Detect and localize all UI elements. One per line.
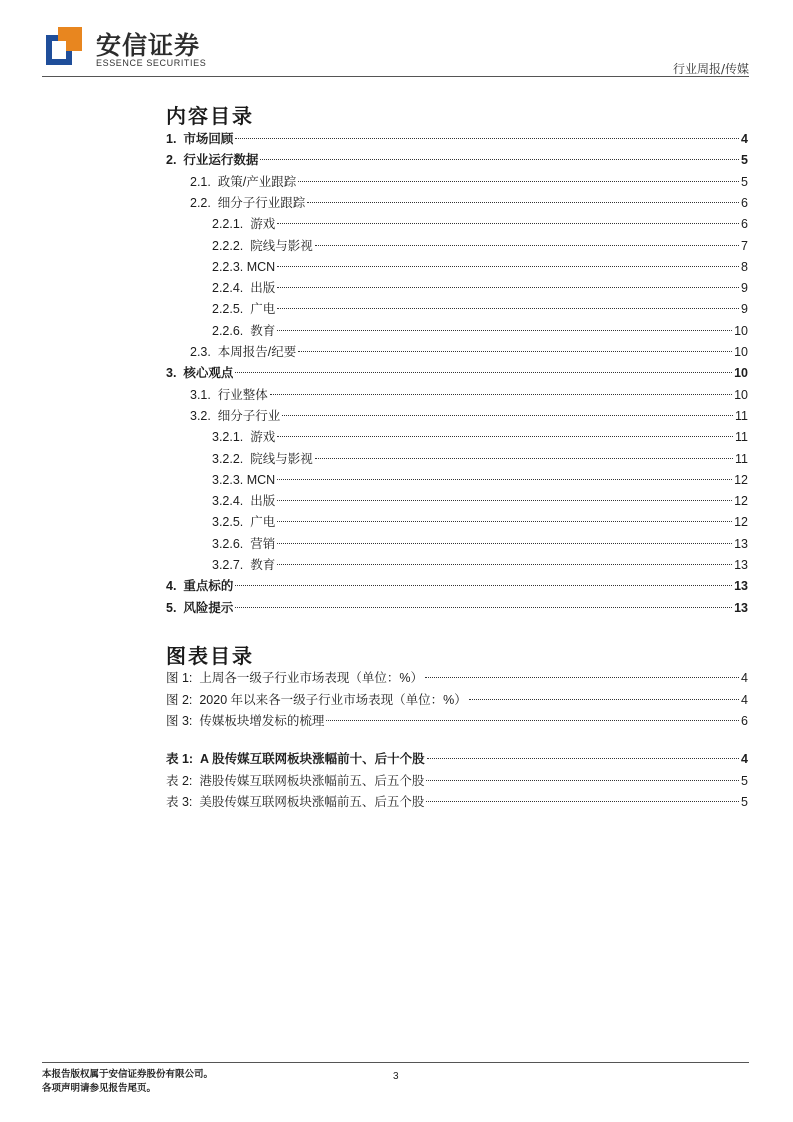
toc-entry[interactable] <box>166 599 748 617</box>
toc-entry[interactable] <box>212 300 748 318</box>
toc-entry[interactable] <box>212 556 748 574</box>
toc-entry[interactable] <box>212 535 748 553</box>
toc-entry-label: 3.2.3. MCN <box>212 472 276 487</box>
toc-entry[interactable] <box>212 237 748 255</box>
toc-entry-label: 2.2.1. 游戏 <box>212 217 276 232</box>
toc-entry-page: 5 <box>741 795 748 809</box>
toc-entry-page: 5 <box>741 174 748 189</box>
toc-entry-label: 2. 行业运行数据 <box>166 153 259 168</box>
toc-entry-label: 3.2.5. 广电 <box>212 515 276 530</box>
toc-entry-page: 5 <box>741 773 748 788</box>
dot-leader <box>277 266 739 267</box>
toc-entry[interactable] <box>166 691 748 709</box>
toc-entry-page: 11 <box>735 451 748 466</box>
toc-entry-label: 3.1. 行业整体 <box>190 387 268 402</box>
toc-entry[interactable] <box>212 322 748 340</box>
toc-entry-label: 表 2: 港股传媒互联网板块涨幅前五、后五个股 <box>166 773 425 788</box>
toc-entry-page: 11 <box>735 430 748 445</box>
toc-entry-label: 3.2.1. 游戏 <box>212 430 276 445</box>
toc-entry-label: 表 1: A 股传媒互联网板块涨幅前十、后十个股 <box>166 752 425 766</box>
toc-title: 内容目录 <box>166 104 254 128</box>
toc-entry-page: 12 <box>734 472 748 487</box>
footer-divider <box>42 1062 749 1063</box>
toc-entry[interactable] <box>166 750 748 768</box>
dot-leader <box>235 372 732 373</box>
toc-entry-label: 图 1: 上周各一级子行业市场表现（单位：%） <box>166 671 423 685</box>
toc-entry-page: 8 <box>741 259 748 274</box>
dot-leader <box>277 436 733 437</box>
toc-entry[interactable] <box>212 258 748 276</box>
toc-entry[interactable] <box>212 450 748 468</box>
toc-entry-page: 9 <box>741 281 748 296</box>
copyright-note: 本报告版权属于安信证券股份有限公司。 <box>42 1069 214 1080</box>
toc-entry-page: 5 <box>741 153 748 168</box>
dot-leader <box>277 564 732 565</box>
toc-entry[interactable] <box>190 386 748 404</box>
toc-entry-page: 4 <box>741 671 748 685</box>
dot-leader <box>282 415 733 416</box>
toc-entry-page: 6 <box>741 217 748 232</box>
toc-entry-label: 2.1. 政策/产业跟踪 <box>190 174 297 189</box>
toc-entry-label: 2.2. 细分子行业跟踪 <box>190 195 306 210</box>
dot-leader <box>277 500 732 501</box>
toc-entry-page: 12 <box>734 515 748 530</box>
toc-entry-label: 图 3: 传媒板块增发标的梳理 <box>166 714 325 728</box>
toc-entry-label: 3.2.7. 教育 <box>212 558 276 572</box>
toc-entry-page: 12 <box>734 494 748 509</box>
page-header <box>0 0 793 80</box>
company-name-cn: 安信证券 <box>96 31 201 60</box>
toc-entry-label: 1. 市场回顾 <box>166 132 234 146</box>
dot-leader <box>277 223 739 224</box>
toc-entry-page: 4 <box>741 752 748 766</box>
toc-entry-label: 3.2.6. 营销 <box>212 536 276 551</box>
dot-leader <box>277 308 739 309</box>
dot-leader <box>277 287 739 288</box>
disclaimer-note: 各项声明请参见报告尾页。 <box>42 1083 157 1094</box>
dot-leader <box>235 138 739 139</box>
toc-entry-label: 2.3. 本周报告/纪要 <box>190 345 297 359</box>
figures-title: 图表目录 <box>166 644 254 668</box>
page-number: 3 <box>393 1071 399 1082</box>
dot-leader <box>277 479 732 480</box>
dot-leader <box>315 458 733 459</box>
toc-entry[interactable] <box>166 669 748 687</box>
dot-leader <box>425 677 739 678</box>
dot-leader <box>277 521 732 522</box>
dot-leader <box>469 699 739 700</box>
company-name-en: ESSENCE SECURITIES <box>96 58 207 68</box>
toc-entry-label: 图 2: 2020 年以来各一级子行业市场表现（单位：%） <box>166 692 467 707</box>
toc-entry[interactable] <box>190 173 748 191</box>
toc-entry-label: 3.2.2. 院线与影视 <box>212 451 313 466</box>
dot-leader <box>315 245 739 246</box>
toc-entry-label: 2.2.6. 教育 <box>212 323 276 338</box>
toc-entry-label: 2.2.3. MCN <box>212 259 276 274</box>
toc-entry-page: 6 <box>741 714 748 728</box>
toc-entry-page: 4 <box>741 132 748 146</box>
toc-entry-page: 11 <box>735 408 748 423</box>
toc-entry-page: 4 <box>741 692 748 707</box>
toc-entry[interactable] <box>212 215 748 233</box>
toc-entry[interactable] <box>166 793 748 811</box>
toc-entry[interactable] <box>166 577 748 595</box>
dot-leader <box>260 159 739 160</box>
toc-entry-page: 9 <box>741 302 748 317</box>
dot-leader <box>426 801 739 802</box>
toc-entry-page: 10 <box>734 387 748 402</box>
toc-entry[interactable] <box>212 471 748 489</box>
dot-leader <box>427 758 739 759</box>
toc-entry-label: 2.2.2. 院线与影视 <box>212 238 313 253</box>
toc-entry-label: 5. 风险提示 <box>166 600 234 615</box>
toc-entry-page: 10 <box>734 323 748 338</box>
dot-leader <box>277 330 732 331</box>
toc-entry-label: 2.2.5. 广电 <box>212 302 276 317</box>
toc-entry[interactable] <box>166 712 748 730</box>
toc-entry[interactable] <box>212 513 748 531</box>
dot-leader <box>298 351 732 352</box>
essence-logo-icon <box>46 27 82 65</box>
header-divider <box>42 76 749 77</box>
report-type: 行业周报/传媒 <box>672 62 749 76</box>
toc-entry[interactable] <box>212 279 748 297</box>
toc-entry-label: 4. 重点标的 <box>166 579 234 594</box>
dot-leader <box>270 394 732 395</box>
toc-entry[interactable] <box>212 492 748 510</box>
toc-entry[interactable] <box>166 130 748 148</box>
toc-entry-page: 6 <box>741 195 748 210</box>
dot-leader <box>307 202 739 203</box>
toc-entry-label: 2.2.4. 出版 <box>212 281 276 296</box>
toc-entry-page: 10 <box>734 366 748 381</box>
toc-entry-page: 10 <box>734 345 748 359</box>
dot-leader <box>298 181 739 182</box>
toc-entry[interactable] <box>190 194 748 212</box>
dot-leader <box>235 585 732 586</box>
dot-leader <box>326 720 739 721</box>
dot-leader <box>235 607 732 608</box>
toc-entry-page: 13 <box>734 600 748 615</box>
footer-disclaimer <box>42 1068 213 1096</box>
toc-entry[interactable] <box>166 364 748 382</box>
toc-entry-page: 13 <box>734 579 748 594</box>
dot-leader <box>277 543 732 544</box>
toc-entry-page: 13 <box>734 558 748 572</box>
toc-entry-label: 表 3: 美股传媒互联网板块涨幅前五、后五个股 <box>166 795 425 809</box>
toc-entry-label: 3. 核心观点 <box>166 366 234 381</box>
toc-entry[interactable] <box>190 407 748 425</box>
toc-entry[interactable] <box>166 151 748 169</box>
toc-entry-label: 3.2.4. 出版 <box>212 494 276 509</box>
toc-entry-label: 3.2. 细分子行业 <box>190 408 281 423</box>
toc-entry[interactable] <box>212 428 748 446</box>
toc-entry[interactable] <box>166 772 748 790</box>
dot-leader <box>426 780 739 781</box>
toc-entry-page: 13 <box>734 536 748 551</box>
toc-entry-page: 7 <box>741 238 748 253</box>
toc-entry[interactable] <box>190 343 748 361</box>
